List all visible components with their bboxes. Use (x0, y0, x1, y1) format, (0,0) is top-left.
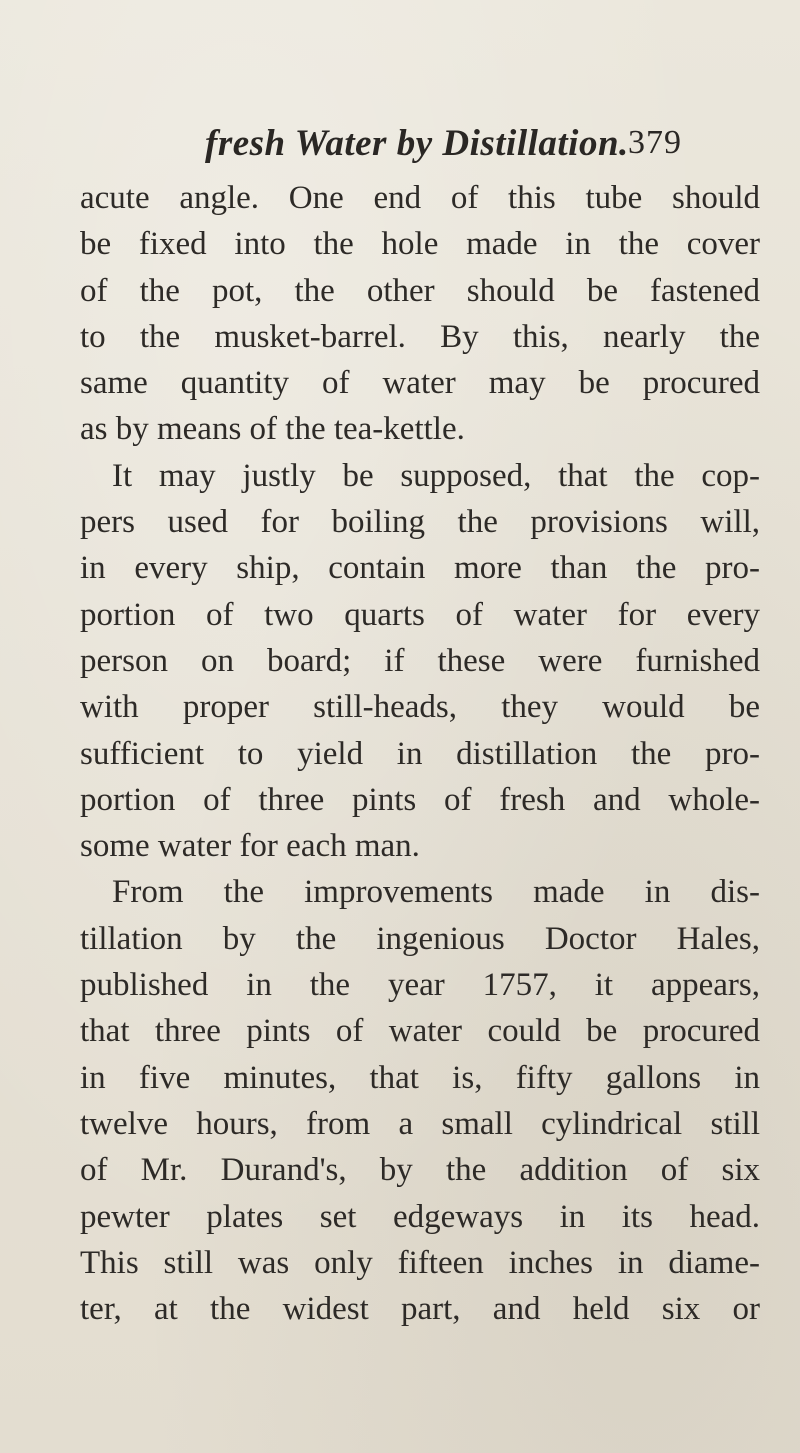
text-line: some water for each man. (80, 828, 420, 865)
running-title: fresh Water by Distillation. (205, 123, 629, 164)
text-line: portion of two quarts of water for every (80, 596, 760, 633)
page-header (0, 122, 800, 172)
text-line: acute angle. One end of this tube should (80, 180, 760, 216)
text-line: person on board; if these were furnished (80, 642, 760, 679)
text-line: same quantity of water may be procured (80, 365, 760, 402)
text-line: published in the year 1757, it appears, (80, 967, 760, 1004)
text-line: be fixed into the hole made in the cover (80, 226, 760, 263)
text-line: ter, at the widest part, and held six or (80, 1291, 760, 1328)
text-line: in five minutes, that is, fifty gallons in (80, 1059, 760, 1096)
page-number: 379 (628, 124, 682, 161)
text-line: with proper still-heads, they would be (80, 689, 760, 726)
body-text (80, 175, 760, 1332)
text-line: It may justly be supposed, that the cop- (112, 457, 760, 494)
text-line: in every ship, contain more than the pro- (80, 550, 760, 587)
text-line: pewter plates set edgeways in its head. (80, 1198, 760, 1235)
text-line: as by means of the tea-kettle. (80, 411, 465, 448)
text-line: portion of three pints of fresh and whole- (80, 781, 760, 818)
text-line: tillation by the ingenious Doctor Hales, (80, 920, 760, 957)
text-line: This still was only fifteen inches in diame- (80, 1244, 760, 1281)
text-line: From the improvements made in dis- (112, 874, 760, 911)
text-line: pers used for boiling the provisions will, (80, 504, 760, 541)
text-line: sufficient to yield in distillation the pro- (80, 735, 760, 772)
text-line: to the musket-barrel. By this, nearly the (80, 318, 760, 355)
text-line: of the pot, the other should be fastened (80, 272, 760, 309)
text-line: twelve hours, from a small cylindrical still (80, 1105, 760, 1142)
text-line: that three pints of water could be procured (80, 1013, 760, 1050)
text-line: of Mr. Durand's, by the addition of six (80, 1152, 760, 1189)
